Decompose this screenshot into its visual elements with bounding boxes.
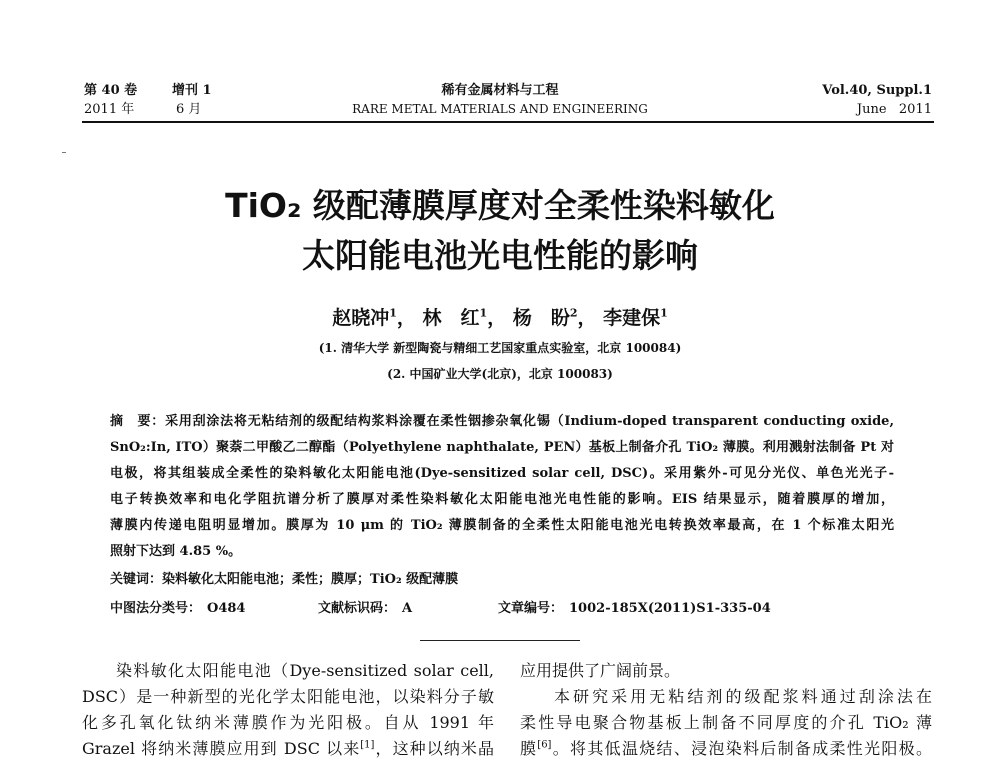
paper-title-line-2: 太阳能电池光电性能的影响 bbox=[302, 236, 698, 275]
author-name: 杨 盼 bbox=[512, 307, 570, 329]
doc-code-label: 文献标识码： bbox=[318, 601, 397, 616]
abstract-line: SnO₂:In, ITO）聚萘二甲酸乙二醇酯（Polyethylene naphthalate, PEN）基板上制备介孔 TiO₂ 薄膜。利用溅射法制备 Pt 对 bbox=[110, 440, 894, 455]
abstract-line: 照射下达到 4.85 %。 bbox=[110, 544, 242, 559]
document-code bbox=[318, 600, 412, 618]
body-left-line: 化多孔氧化钛纳米薄膜作为光阳极。自从 1991 年 bbox=[82, 713, 494, 732]
body-text: 。将其低温烧结、浸泡染料后制备成柔性光阳极。 bbox=[551, 739, 932, 758]
body-left-line: DSC）是一种新型的光化学太阳能电池，以染料分子敏 bbox=[82, 687, 494, 706]
citation-ref: [6] bbox=[537, 739, 552, 751]
article-number bbox=[498, 600, 771, 618]
body-right-line: 应用提供了广阔前景。 bbox=[520, 661, 681, 680]
doc-code-value: A bbox=[402, 601, 413, 616]
header-month-cn: 6 月 bbox=[176, 102, 202, 117]
abstract-text: 采用刮涂法将无粘结剂的级配结构浆料涂覆在柔性铟掺杂氧化锡（Indium-doped transparent conducting oxide, bbox=[165, 414, 894, 429]
keywords-line bbox=[110, 571, 894, 589]
author-name: 赵晓冲 bbox=[332, 307, 390, 329]
clc-value: O484 bbox=[207, 601, 246, 616]
header-journal-en: RARE METAL MATERIALS AND ENGINEERING bbox=[352, 102, 648, 116]
clc-number bbox=[110, 600, 245, 618]
abstract-label: 摘 要： bbox=[110, 414, 166, 429]
header-year-cn: 2011 年 bbox=[84, 102, 135, 117]
abstract-line bbox=[110, 413, 894, 431]
article-number-label: 文章编号： bbox=[498, 601, 564, 616]
affiliation-1: (1. 清华大学 新型陶瓷与精细工艺国家重点实验室，北京 100084) bbox=[318, 341, 682, 355]
author-affil-mark: 2 bbox=[569, 306, 578, 320]
citation-ref: [1] bbox=[360, 739, 375, 751]
clc-label: 中图法分类号： bbox=[110, 601, 202, 616]
header-volume-cn: 第 40 卷 bbox=[84, 83, 138, 98]
header-date-en: June 2011 bbox=[856, 102, 932, 117]
header-journal-cn: 稀有金属材料与工程 bbox=[441, 83, 559, 98]
abstract-line: 电极，将其组装成全柔性的染料敏化太阳能电池(Dye-sensitized solar cell, DSC)。采用紫外-可见分光仪、单色光光子- bbox=[110, 466, 894, 481]
header-issue-cn: 增刊 1 bbox=[172, 83, 212, 98]
keywords-label: 关键词： bbox=[110, 572, 163, 587]
scan-mark bbox=[62, 152, 66, 153]
author-list: 赵晓冲$^1$， 林 红$^1$， 杨 盼$^2$， 李建保$^1$ bbox=[332, 306, 668, 329]
body-text: 膜 bbox=[520, 739, 538, 758]
abstract-line: 电子转换效率和电化学阻抗谱分析了膜厚对柔性染料敏化太阳能电池光电性能的影响。EIS 结果显示，随着膜厚的增加， bbox=[110, 492, 894, 507]
keywords-text: 染料敏化太阳能电池；柔性；膜厚；TiO₂ 级配薄膜 bbox=[162, 572, 459, 587]
body-text: Grazel 将纳米薄膜应用到 DSC 以来 bbox=[82, 739, 361, 758]
paper-title-line-1: TiO₂ 级配薄膜厚度对全柔性染料敏化 bbox=[225, 186, 775, 225]
author-name: 林 红 bbox=[422, 307, 480, 329]
author-affil-mark: 1 bbox=[660, 306, 668, 320]
section-divider bbox=[420, 640, 580, 641]
article-number-value: 1002-185X(2011)S1-335-04 bbox=[569, 601, 771, 616]
header-rule bbox=[82, 121, 934, 123]
body-left-line bbox=[82, 738, 494, 760]
body-left-line: 染料敏化太阳能电池（Dye-sensitized solar cell, bbox=[116, 661, 494, 680]
body-text: ，这种以纳米晶 bbox=[374, 739, 494, 758]
header-volume-en: Vol.40, Suppl.1 bbox=[822, 83, 932, 98]
author-affil-mark: 1 bbox=[479, 306, 488, 320]
author-affil-mark: 1 bbox=[389, 306, 397, 320]
affiliation-2: (2. 中国矿业大学(北京)，北京 100083) bbox=[387, 367, 613, 381]
body-right-line: 本研究采用无粘结剂的级配浆料通过刮涂法在 bbox=[554, 687, 932, 706]
body-right-line: 柔性导电聚合物基板上制备不同厚度的介孔 TiO₂ 薄 bbox=[520, 713, 932, 732]
body-right-line bbox=[520, 738, 932, 760]
abstract-line: 薄膜内传递电阻明显增加。膜厚为 10 μm 的 TiO₂ 薄膜制备的全柔性太阳能电池光电转换效率最高，在 1 个标准太阳光 bbox=[110, 518, 894, 533]
author-name: 李建保 bbox=[603, 307, 661, 329]
